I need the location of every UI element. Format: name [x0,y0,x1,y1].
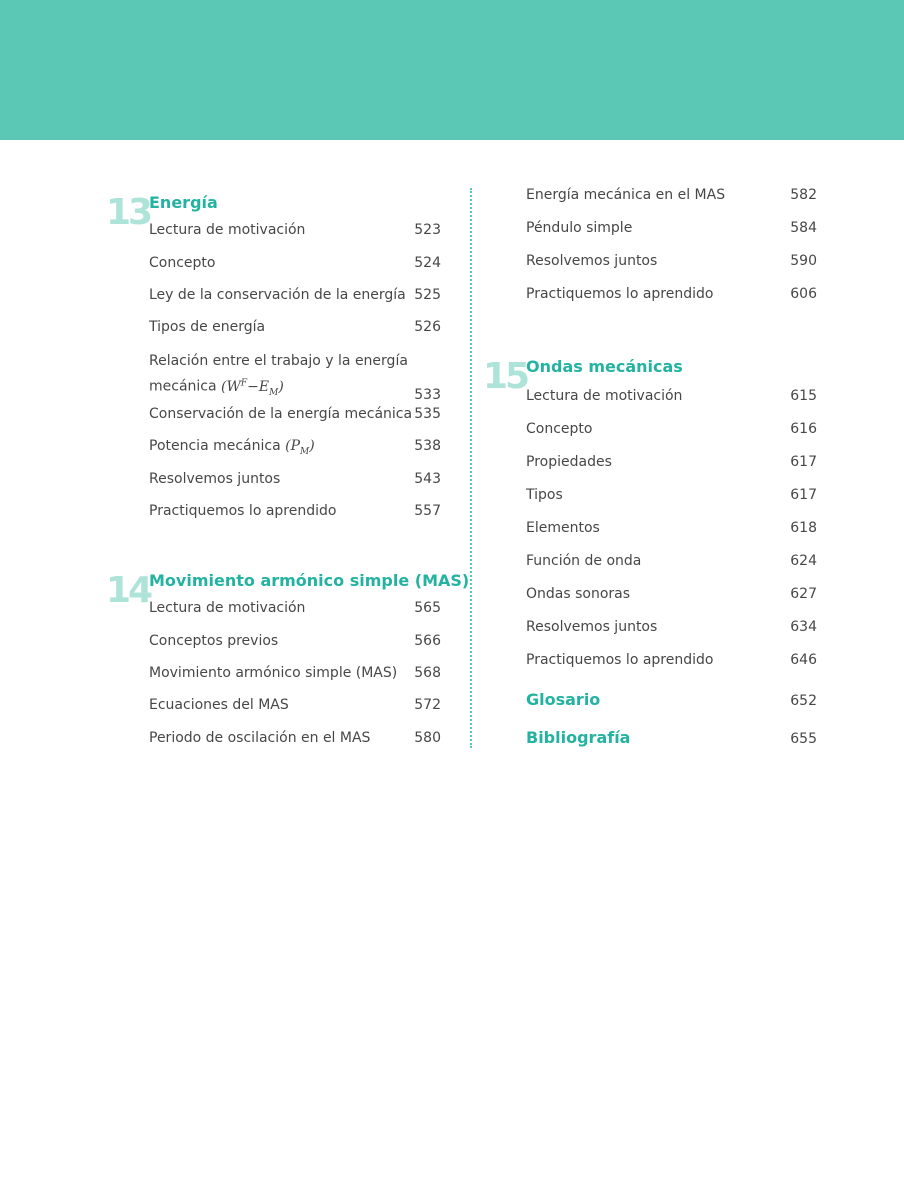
toc-entry[interactable]: Resolvemos juntos 543 [149,471,441,487]
toc-entry[interactable]: Lectura de motivación 565 [149,600,441,616]
toc-entry[interactable]: Ley de la conservación de la energía 525 [149,287,441,303]
toc-entry[interactable]: Concepto 524 [149,255,441,271]
chapter-number-14: 14 [106,570,151,611]
toc-entry[interactable]: Practiquemos lo aprendido 557 [149,503,441,519]
toc-entry[interactable]: Ecuaciones del MAS 572 [149,697,441,713]
chapter-number-15: 15 [483,356,528,397]
chapter-title-14[interactable]: Movimiento armónico simple (MAS) [149,571,470,590]
column-divider [470,188,472,748]
toc-entry[interactable]: Periodo de oscilación en el MAS 580 [149,730,441,746]
toc-entry[interactable]: Lectura de motivación 615 [526,388,817,404]
header-banner [0,0,904,140]
toc-entry[interactable]: Péndulo simple 584 [526,220,817,236]
toc-entry[interactable]: Tipos de energía 526 [149,319,441,335]
toc-entry[interactable]: Practiquemos lo aprendido 646 [526,652,817,668]
toc-entry-bibliography[interactable]: Bibliografía 655 [526,728,817,747]
toc-entry[interactable]: Practiquemos lo aprendido 606 [526,286,817,302]
toc-entry[interactable]: Ondas sonoras 627 [526,586,817,602]
chapter-title-15[interactable]: Ondas mecánicas [526,357,683,376]
toc-entry[interactable]: Elementos 618 [526,520,817,536]
toc-entry[interactable]: Tipos 617 [526,487,817,503]
chapter-number-13: 13 [106,192,151,233]
toc-entry[interactable]: Función de onda 624 [526,553,817,569]
toc-entry[interactable]: Energía mecánica en el MAS 582 [526,187,817,203]
toc-entry[interactable]: Propiedades 617 [526,454,817,470]
toc-entry[interactable]: Potencia mecánica $(P_M)$ 538 [149,438,441,457]
toc-entry[interactable]: Relación entre el trabajo y la energía mecánica $(W^F-E_M)$ 533 [149,353,441,404]
toc-entry[interactable]: Resolvemos juntos 634 [526,619,817,635]
toc-entry[interactable]: Resolvemos juntos 590 [526,253,817,269]
formula-power: $(P_M)$ [285,438,315,457]
toc-entry[interactable]: Conservación de la energía mecánica 535 [149,406,441,422]
toc-entry[interactable]: Concepto 616 [526,421,817,437]
toc-entry[interactable]: Lectura de motivación 523 [149,222,441,238]
chapter-title-13[interactable]: Energía [149,193,218,212]
toc-entry[interactable]: Movimiento armónico simple (MAS) 568 [149,665,441,681]
formula-work-energy: $(W^F-E_M)$ [221,378,284,398]
toc-entry-glossary[interactable]: Glosario 652 [526,690,817,709]
toc-entry[interactable]: Conceptos previos 566 [149,633,441,649]
